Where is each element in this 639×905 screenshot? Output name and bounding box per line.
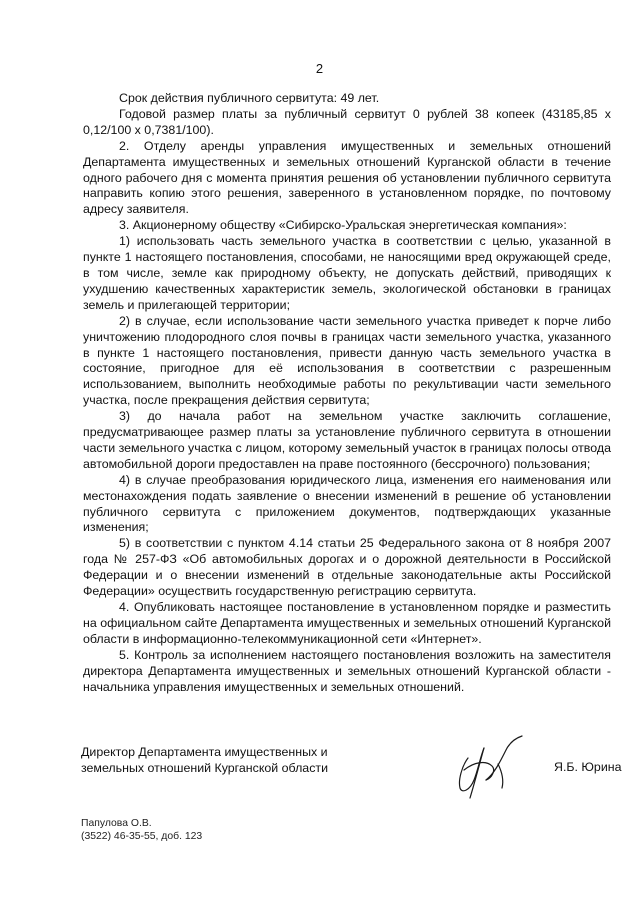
signatory-position-line-2: земельных отношений Курганской области [81,761,328,775]
page-number: 2 [315,61,324,76]
executor-contact [81,817,202,843]
paragraph-subitem-5: 5) в соответствии с пунктом 4.14 статьи 25 Федерального закона от 8 ноября 2007 года № 257-ФЗ «Об автомобильных дорогах и о дорожной деятельности в Российской Федерации и о внесении изменений в отдельные законодательные акты Российской Федерации» осуществить государственную регистрацию сервитута. [83,536,611,599]
executor-name: Папулова О.В. [81,818,152,829]
paragraph-subitem-1: 1) использовать часть земельного участка в соответствии с целью, указанной в пункте 1 настоящего постановления, способами, не наносящими вред окружающей среде, в том числе, земле как природному объекту, не допускать действий, приводящих к ухудшению качественных характеристик земель, экологической обстановки в границах земель и прилегающей территории; [83,234,611,312]
paragraph-item-3: 3. Акционерному обществу «Сибирско-Уральская энергетическая компания»: [119,218,567,233]
paragraph-item-5: 5. Контроль за исполнением настоящего постановления возложить на заместителя директора Департамента имущественных и земельных отношений Курганской области - начальника управления имущественных и земельных отношений. [83,647,611,694]
handwritten-signature [440,728,530,800]
paragraph-subitem-2: 2) в случае, если использование части земельного участка приведет к порче либо уничтожению плодородного слоя почвы в границах части земельного участка, указанного в пункте 1 настоящего постановления, привести данную часть земельного участка в состояние, пригодное для её использования в соответствии с разрешенным использованием, выполнить необходимые работы по рекультивации части земельного участка, после прекращения действия сервитута; [83,313,611,408]
signatory-position-line-1: Директор Департамента имущественных и [81,745,328,759]
paragraph-item-2: 2. Отделу аренды управления имущественных и земельных отношений Департамента имущественных и земельных отношений Курганской области в течение одного рабочего дня с момента принятия решения об установлении публичного сервитута направить копию этого решения, заверенного в установленном порядке, по почтовому адресу заявителя. [83,138,611,217]
signatory-position [81,744,371,776]
paragraph-item-4: 4. Опубликовать настоящее постановление в установленном порядке и разместить на официальном сайте Департамента имущественных и земельных отношений Курганской области в информационно-телекоммуникационной сети «Интернет». [83,600,611,646]
paragraph-subitem-3: 3) до начала работ на земельном участке заключить соглашение, предусматривающее размер платы за установление публичного сервитута в отношении части земельного участка с лицом, которому земельный участок в границах полосы отвода автомобильной дороги предоставлен на праве постоянного (бессрочного) пользования; [83,409,611,471]
paragraph-annual-fee: Годовой размер платы за публичный сервитут 0 рублей 38 копеек (43185,85 х 0,12/100 х 0,7381/100). [83,106,611,137]
document-body [83,91,611,695]
paragraph-subitem-4: 4) в случае преобразования юридического лица, изменения его наименования или местонахождения подать заявление о внесении изменений в решение об установлении публичного сервитута с приложением документов, подтверждающих указанные изменения; [83,472,611,535]
executor-phone: (3522) 46-35-55, доб. 123 [81,831,203,842]
paragraph-servitude-term: Срок действия публичного сервитута: 49 лет. [119,91,380,105]
signatory-name: Я.Б. Юрина [554,760,622,774]
